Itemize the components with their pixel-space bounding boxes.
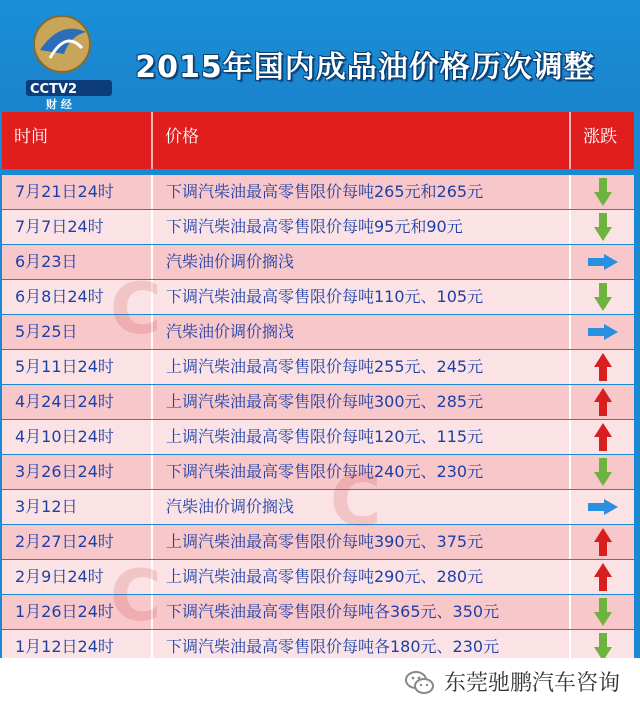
cell-price: 下调汽柴油最高零售限价每吨95元和90元 (153, 210, 571, 244)
cell-price: 上调汽柴油最高零售限价每吨300元、285元 (153, 385, 571, 419)
cell-trend (571, 490, 634, 524)
cell-time: 2月9日24时 (2, 560, 153, 594)
cell-time: 4月10日24时 (2, 420, 153, 454)
cell-trend (571, 595, 634, 629)
cell-trend (571, 280, 634, 314)
arrow-down-icon (594, 633, 612, 661)
cell-price: 上调汽柴油最高零售限价每吨290元、280元 (153, 560, 571, 594)
arrow-down-icon (594, 178, 612, 206)
arrow-up-icon (594, 563, 612, 591)
table-row (2, 245, 638, 279)
cell-price: 上调汽柴油最高零售限价每吨255元、245元 (153, 350, 571, 384)
table-row (2, 595, 638, 629)
cell-trend (571, 455, 634, 489)
arrow-up-icon (594, 353, 612, 381)
table-row (2, 560, 638, 594)
cell-trend (571, 420, 634, 454)
cell-price: 上调汽柴油最高零售限价每吨120元、115元 (153, 420, 571, 454)
cell-price: 下调汽柴油最高零售限价每吨110元、105元 (153, 280, 571, 314)
cell-price: 汽柴油价调价搁浅 (153, 315, 571, 349)
arrow-up-icon (594, 388, 612, 416)
arrow-down-icon (594, 213, 612, 241)
cell-time: 1月26日24时 (2, 595, 153, 629)
arrow-right-icon (588, 324, 618, 340)
cell-trend (571, 350, 634, 384)
column-header-price: 价格 (153, 112, 571, 169)
cell-time: 6月23日 (2, 245, 153, 279)
cell-trend (571, 385, 634, 419)
cell-time: 7月21日24时 (2, 175, 153, 209)
cell-time: 6月8日24时 (2, 280, 153, 314)
cell-trend (571, 525, 634, 559)
wechat-icon (405, 670, 435, 696)
cell-price: 下调汽柴油最高零售限价每吨240元、230元 (153, 455, 571, 489)
column-header-time: 时间 (2, 112, 153, 169)
page-title: 2015年国内成品油价格历次调整 (135, 50, 595, 85)
table-row (2, 350, 638, 384)
cell-trend (571, 560, 634, 594)
table-row (2, 525, 638, 559)
cell-time: 5月25日 (2, 315, 153, 349)
table-row (2, 385, 638, 419)
cell-time: 7月7日24时 (2, 210, 153, 244)
cell-time: 3月26日24时 (2, 455, 153, 489)
cell-trend (571, 315, 634, 349)
table-body (2, 175, 638, 664)
svg-text:CCTV2: CCTV2 (30, 82, 78, 97)
cell-time: 3月12日 (2, 490, 153, 524)
arrow-down-icon (594, 598, 612, 626)
cell-trend (571, 175, 634, 209)
arrow-up-icon (594, 528, 612, 556)
cell-price: 汽柴油价调价搁浅 (153, 245, 571, 279)
table-row (2, 455, 638, 489)
footer-bar (0, 658, 640, 711)
cell-trend (571, 245, 634, 279)
table-header (2, 112, 638, 169)
price-table (2, 112, 638, 665)
table-row (2, 210, 638, 244)
arrow-down-icon (594, 458, 612, 486)
arrow-right-icon (588, 499, 618, 515)
cell-price: 下调汽柴油最高零售限价每吨各365元、350元 (153, 595, 571, 629)
arrow-down-icon (594, 283, 612, 311)
table-row (2, 420, 638, 454)
table-row (2, 175, 638, 209)
table-row (2, 490, 638, 524)
column-header-trend: 涨跌 (571, 112, 634, 169)
table-row (2, 315, 638, 349)
cell-time: 1月12日24时 (2, 630, 153, 664)
cell-trend (571, 210, 634, 244)
cell-time: 2月27日24时 (2, 525, 153, 559)
cell-time: 4月24日24时 (2, 385, 153, 419)
cell-time: 5月11日24时 (2, 350, 153, 384)
arrow-up-icon (594, 423, 612, 451)
cell-price: 汽柴油价调价搁浅 (153, 490, 571, 524)
svg-text:财 经: 财 经 (46, 98, 72, 110)
header-banner (0, 0, 640, 112)
account-name: 东莞驰鹏汽车咨询 (443, 671, 620, 696)
table-row (2, 280, 638, 314)
cell-price: 上调汽柴油最高零售限价每吨390元、375元 (153, 525, 571, 559)
cell-price: 下调汽柴油最高零售限价每吨265元和265元 (153, 175, 571, 209)
arrow-right-icon (588, 254, 618, 270)
cell-price: 下调汽柴油最高零售限价每吨各180元、230元 (153, 630, 571, 664)
